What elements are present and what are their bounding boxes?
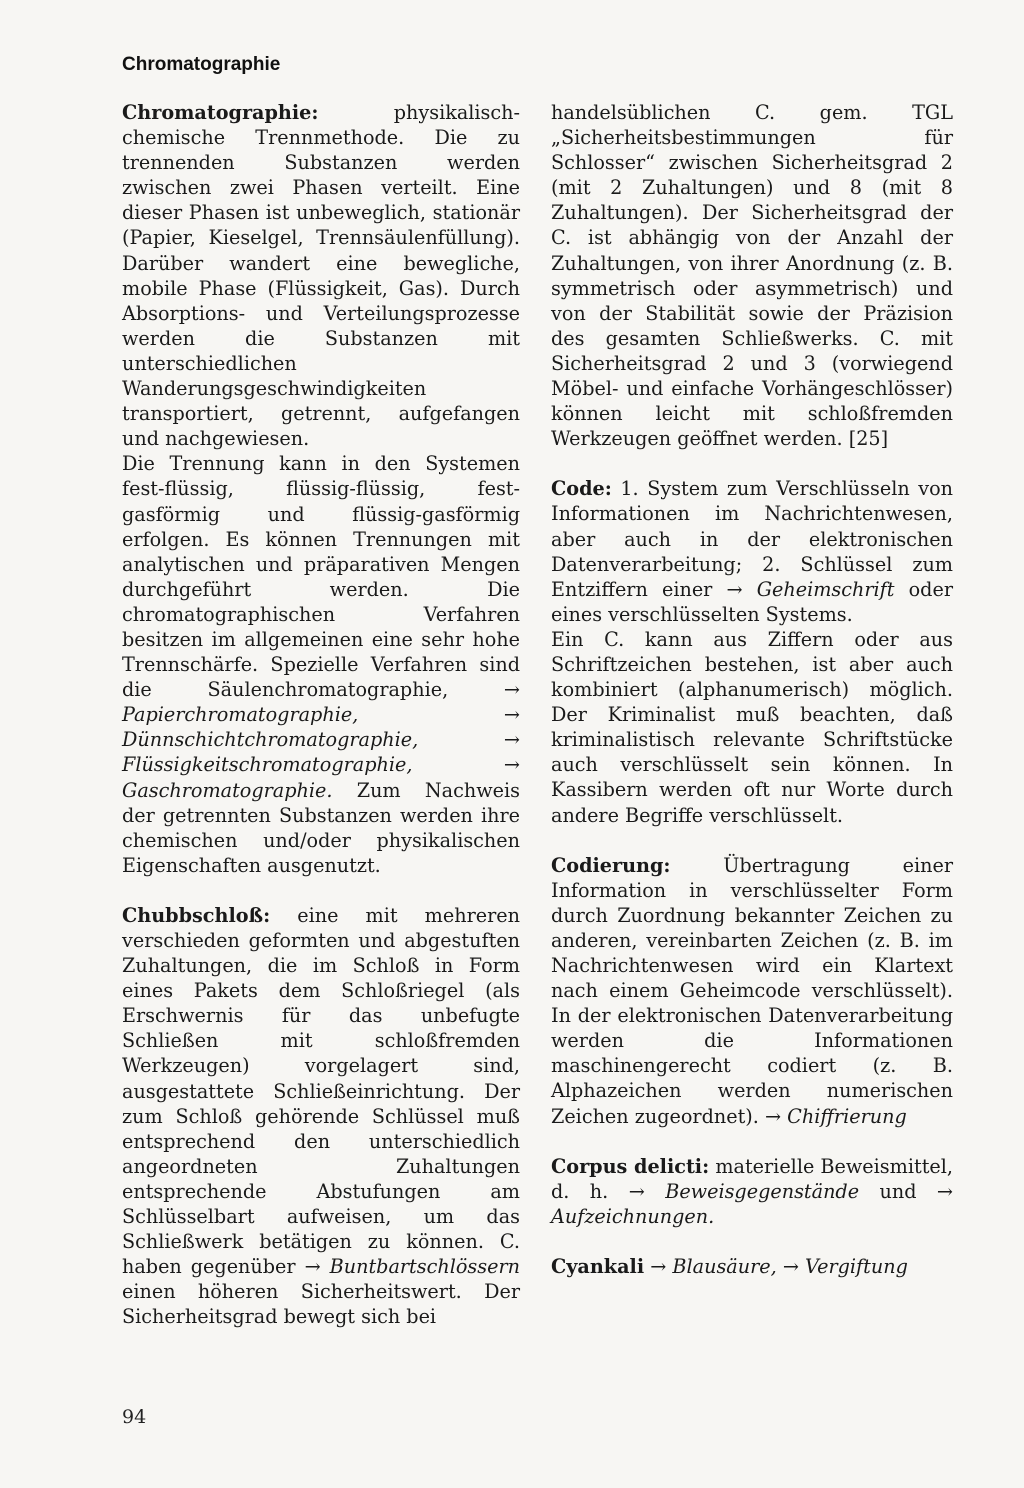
entry-paragraph	[122, 100, 520, 451]
arrow-icon: →	[503, 678, 520, 702]
cross-reference[interactable]: Flüssigkeitschromatographie,	[122, 753, 413, 777]
entry-term: Corpus delicti:	[551, 1154, 710, 1178]
entry-paragraph	[551, 853, 953, 1129]
entry-paragraph	[551, 1154, 953, 1229]
entry-corpus-delicti	[551, 1154, 953, 1229]
arrow-icon: →	[503, 728, 520, 752]
arrow-icon: →	[503, 753, 520, 777]
entry-text: Übertragung einer Information in verschlüsselter Form durch Zuordnung bekannter Zeichen zu anderen, vereinbarten Zeichen (z. B. im Nachrichtenwesen wird ein Klartext nach einem Geheimcode verschlüsselt). In der elektronischen Datenverarbeitung werden die Informationen maschinengerecht codiert (z. B. Alphazeichen werden numerischen Zeichen zugeordnet).	[551, 853, 953, 1128]
entry-text: einen höheren Sicherheitswert. Der Sicherheitsgrad bewegt sich bei	[122, 1280, 520, 1329]
entry-text: 1. System zum Verschlüsseln von Informationen im Nachrichtenwesen, aber auch in der elektronischen Datenverarbeitung; 2. Schlüssel zum Entziffern einer	[551, 477, 953, 601]
entry-text: oder eines verschlüsselten Systems.	[551, 577, 953, 626]
arrow-icon: →	[650, 1254, 667, 1278]
cross-reference[interactable]: Papierchromatographie,	[122, 703, 359, 727]
entry-paragraph	[551, 627, 953, 828]
arrow-icon: →	[503, 703, 520, 727]
arrow-icon: →	[764, 1104, 782, 1128]
entry-text: physikalisch-chemische Trennmethode. Die zu trennenden Substanzen werden zwischen zwei Phasen verteilt. Eine dieser Phasen ist unbeweglich, stationär (Papier, Kieselgel, Trennsäulenfüllung). Darüber wandert eine bewegliche, mobile Phase (Flüssigkeit, Gas). Durch Absorptions- und Verteilungsprozesse werden die Substanzen mit unterschiedlichen Wanderungsgeschwindigkeiten transportiert, getrennt, aufgefangen und nachgewiesen.	[122, 101, 520, 451]
entry-chromatographie	[122, 100, 520, 878]
entry-paragraph	[551, 476, 953, 627]
entry-term: Codierung:	[551, 853, 671, 877]
entry-text: handelsüblichen C. gem. TGL „Sicherheitsbestimmungen für Schlosser“ zwischen Sicherheitsgrad 2 (mit 2 Zuhaltungen) und 8 (mit 8 Zuhaltungen). Der Sicherheitsgrad der C. ist abhängig von der Anzahl der Zuhaltungen, von ihrer Anordnung (z. B. symmetrisch oder asymmetrisch) und von der Stabilität sowie der Präzision des gesamten Schließwerks. C. mit Sicherheitsgrad 2 und 3 (vorwiegend Möbel- und einfache Vorhängeschlösser) können leicht mit schloßfremden Werkzeugen geöffnet werden. [25]	[551, 101, 953, 451]
entry-cyankali	[551, 1254, 953, 1279]
arrow-icon: →	[726, 577, 743, 601]
cross-reference[interactable]: Buntbartschlössern	[329, 1255, 520, 1279]
entry-term: Code:	[551, 477, 612, 501]
entry-paragraph	[551, 1254, 953, 1279]
cross-reference[interactable]: Geheimschrift	[756, 577, 895, 601]
cross-reference[interactable]: Dünnschichtchromatographie,	[122, 728, 419, 752]
entry-text: eine mit mehreren verschieden geformten und abgestuften Zuhaltungen, die im Schloß in Form eines Pakets dem Schloßriegel (als Erschwernis für das unbefugte Schließen mit schloßfremden Werkzeugen) vorgelagert sind, ausgestattete Schließeinrichtung. Der zum Schloß gehörende Schlüssel muß entsprechend den unterschiedlich angeordneten Zuhaltungen entsprechende Abstufungen am Schlüsselbart aufweisen, um das Schließwerk betätigen zu können. C. haben gegenüber	[122, 903, 520, 1279]
entry-term: Cyankali	[551, 1254, 645, 1278]
cross-reference[interactable]: Aufzeichnungen.	[551, 1204, 715, 1228]
entry-code	[551, 476, 953, 827]
running-head: Chromatographie	[122, 54, 281, 75]
arrow-icon: →	[304, 1255, 321, 1279]
arrow-icon: →	[936, 1179, 953, 1203]
cross-reference[interactable]: Beweisgegenstände	[665, 1179, 860, 1203]
cross-reference[interactable]: Gaschromatographie.	[122, 778, 333, 802]
page-number: 94	[122, 1406, 147, 1428]
cross-reference[interactable]: Chiffrierung	[787, 1104, 907, 1128]
entry-term: Chubbschloß:	[122, 903, 271, 927]
entry-chubbschloss-continued	[551, 100, 953, 451]
cross-reference[interactable]: Vergiftung	[805, 1254, 908, 1278]
entry-paragraph	[122, 451, 520, 878]
entry-chubbschloss	[122, 903, 520, 1330]
entry-text: Ein C. kann aus Ziffern oder aus Schriftzeichen bestehen, ist aber auch kombiniert (alphanumerisch) möglich. Der Kriminalist muß beachten, daß kriminalistisch relevante Schriftstücke auch verschlüsselt sein können. In Kassibern werden oft nur Worte durch andere Begriffe verschlüsselt.	[551, 627, 953, 827]
left-column	[122, 100, 520, 1355]
entry-paragraph	[122, 903, 520, 1330]
cross-reference[interactable]: Blausäure,	[672, 1254, 777, 1278]
entry-text: und	[859, 1179, 937, 1203]
entry-term: Chromatographie:	[122, 101, 319, 124]
entry-text: Die Trennung kann in den Systemen fest-flüssig, flüssig-flüssig, fest-gasförmig und flüssig-gasförmig erfolgen. Es können Trennungen mit analytischen und präparativen Mengen durchgeführt werden. Die chromatographischen Verfahren besitzen im allgemeinen eine sehr hohe Trennschärfe. Spezielle Verfahren sind die Säulenchromatographie,	[122, 452, 520, 702]
entry-codierung	[551, 853, 953, 1129]
entry-text: Zum Nachweis der getrennten Substanzen werden ihre chemischen und/oder physikalischen Eigenschaften ausgenutzt.	[122, 778, 520, 877]
arrow-icon: →	[782, 1254, 799, 1278]
right-column	[551, 100, 953, 1304]
entry-text: materielle Beweismittel, d. h.	[551, 1154, 953, 1203]
arrow-icon: →	[628, 1179, 645, 1203]
